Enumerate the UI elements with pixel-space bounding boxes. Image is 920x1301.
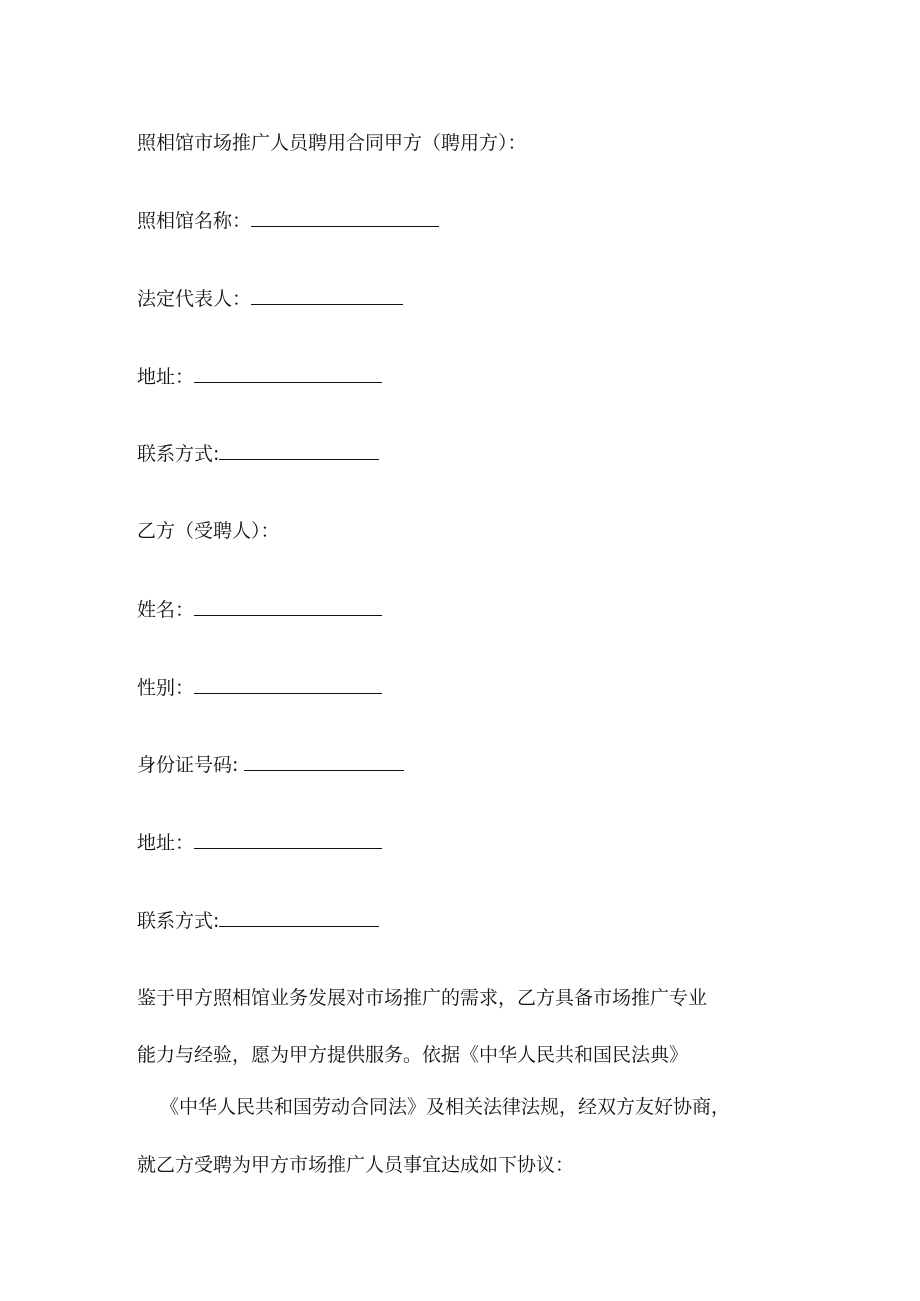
- party-b-heading-row: [137, 519, 280, 543]
- party-a-address-label: 地址：: [137, 366, 195, 388]
- title-text: 照相馆市场推广人员聘用合同甲方（聘用方）：: [137, 132, 527, 154]
- party-b-address-label: 地址：: [137, 832, 195, 854]
- party-b-name-label: 姓名：: [137, 599, 195, 621]
- party-b-gender-blank[interactable]: [194, 675, 382, 694]
- preamble-line-2: [137, 1043, 688, 1067]
- party-b-name-blank[interactable]: [194, 597, 382, 616]
- studio-name-blank[interactable]: [251, 208, 439, 227]
- party-b-name-row: [137, 597, 382, 622]
- party-b-gender-label: 性别：: [137, 677, 195, 699]
- party-a-contact-blank[interactable]: [219, 441, 379, 460]
- contract-title-line: [137, 131, 527, 155]
- preamble-line-4: [137, 1153, 574, 1177]
- party-b-address-row: [137, 830, 382, 855]
- party-b-contact-row: [137, 908, 379, 933]
- party-b-id-blank[interactable]: [244, 752, 404, 771]
- preamble-text: 《中华人民共和国劳动合同法》及相关法律法规，经双方友好协商，: [160, 1096, 731, 1118]
- legal-rep-row: [137, 286, 403, 311]
- party-b-address-blank[interactable]: [194, 830, 382, 849]
- preamble-text: 就乙方受聘为甲方市场推广人员事宜达成如下协议：: [137, 1154, 575, 1176]
- party-b-heading: 乙方（受聘人）：: [137, 520, 280, 542]
- party-b-id-label: 身份证号码:: [137, 754, 239, 776]
- party-a-contact-row: [137, 441, 379, 466]
- preamble-line-1: [137, 986, 707, 1010]
- preamble-line-3: [160, 1095, 730, 1119]
- legal-rep-blank[interactable]: [251, 286, 403, 305]
- legal-rep-label: 法定代表人：: [137, 288, 252, 310]
- studio-name-label: 照相馆名称：: [137, 210, 252, 232]
- party-b-gender-row: [137, 675, 382, 700]
- party-b-id-row: [137, 752, 404, 777]
- preamble-text: 鉴于甲方照相馆业务发展对市场推广的需求，乙方具备市场推广专业: [137, 987, 708, 1009]
- preamble-text: 能力与经验，愿为甲方提供服务。依据《中华人民共和国民法典》: [137, 1044, 689, 1066]
- party-b-contact-label: 联系方式:: [137, 910, 220, 932]
- studio-name-row: [137, 208, 439, 233]
- party-a-contact-label: 联系方式:: [137, 443, 220, 465]
- party-b-contact-blank[interactable]: [219, 908, 379, 927]
- party-a-address-row: [137, 364, 382, 389]
- party-a-address-blank[interactable]: [194, 364, 382, 383]
